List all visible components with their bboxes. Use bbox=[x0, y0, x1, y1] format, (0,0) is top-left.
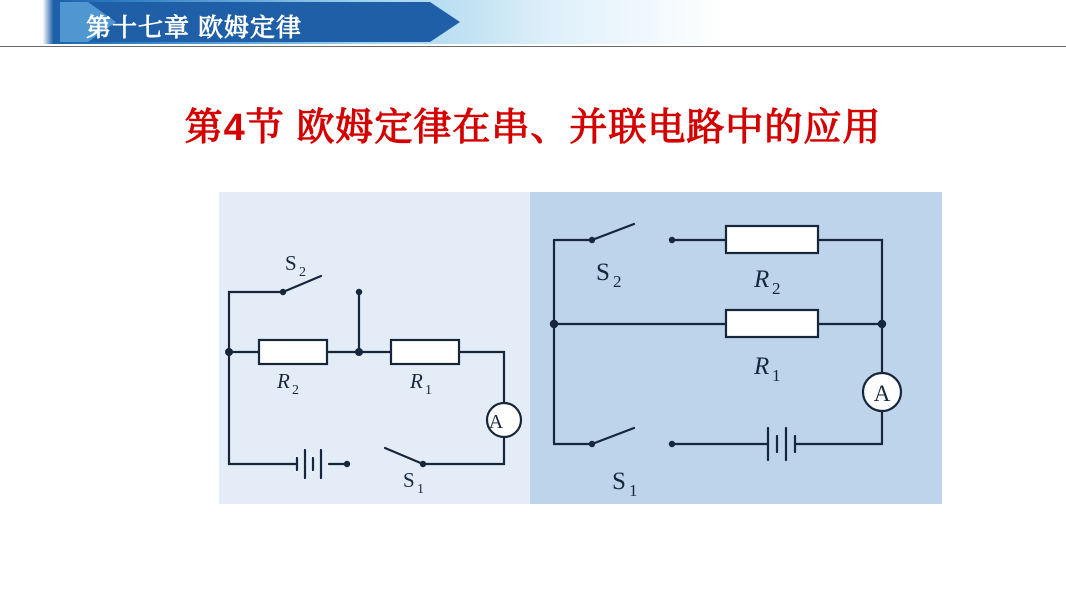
label-resistor-r1-sub: 1 bbox=[425, 383, 432, 398]
slide-header bbox=[0, 0, 1066, 48]
label-switch-s2: S bbox=[285, 251, 297, 275]
parallel-circuit-figure bbox=[530, 192, 942, 504]
chapter-title: 第十七章 欧姆定律 bbox=[86, 14, 302, 42]
series-circuit-drawing bbox=[219, 192, 530, 504]
label-switch-s1: S bbox=[403, 468, 415, 492]
label-ammeter: A bbox=[488, 411, 504, 433]
label-resistor-r1: R bbox=[410, 369, 423, 393]
label-switch-s2-sub: 2 bbox=[613, 272, 622, 291]
label-resistor-r2-sub: 2 bbox=[772, 279, 781, 298]
header-divider bbox=[0, 46, 1066, 47]
label-resistor-r1-sub: 1 bbox=[772, 366, 781, 385]
page-title: 第4节 欧姆定律在串、并联电路中的应用 bbox=[184, 107, 882, 149]
label-ammeter: A bbox=[873, 381, 891, 406]
parallel-circuit-drawing bbox=[530, 192, 942, 504]
label-switch-s1-sub: 1 bbox=[417, 482, 424, 497]
label-switch-s1-sub: 1 bbox=[629, 481, 638, 500]
label-resistor-r2: R bbox=[277, 369, 290, 393]
label-switch-s1: S bbox=[612, 468, 626, 495]
label-switch-s2-sub: 2 bbox=[299, 265, 306, 280]
series-circuit-figure bbox=[219, 192, 530, 504]
label-resistor-r1: R bbox=[754, 353, 770, 380]
label-resistor-r2-sub: 2 bbox=[292, 383, 299, 398]
label-resistor-r2: R bbox=[754, 266, 770, 293]
label-switch-s2: S bbox=[596, 259, 610, 286]
